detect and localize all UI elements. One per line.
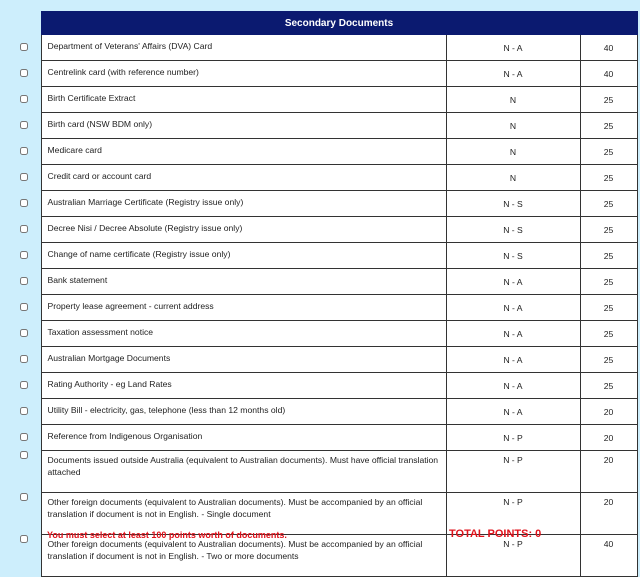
document-points: 25 — [580, 165, 637, 191]
document-category: N - P — [446, 535, 580, 577]
document-name: Australian Mortgage Documents — [41, 347, 446, 373]
document-points: 20 — [580, 493, 637, 535]
document-category: N - A — [446, 269, 580, 295]
document-category: N - P — [446, 425, 580, 451]
table-row — [8, 243, 637, 269]
checkbox-cell — [8, 493, 41, 535]
table-row — [8, 61, 637, 87]
document-name: Reference from Indigenous Organisation — [41, 425, 446, 451]
document-category: N - A — [446, 321, 580, 347]
secondary-documents-table — [8, 11, 638, 577]
table-row — [8, 373, 637, 399]
table-row — [8, 191, 637, 217]
table-row — [8, 165, 637, 191]
document-checkbox[interactable] — [20, 277, 28, 285]
document-checkbox[interactable] — [20, 43, 28, 51]
document-category: N - S — [446, 217, 580, 243]
document-points: 25 — [580, 191, 637, 217]
document-checkbox[interactable] — [20, 121, 28, 129]
document-checkbox[interactable] — [20, 381, 28, 389]
checkbox-cell — [8, 61, 41, 87]
table-row — [8, 451, 637, 493]
document-points: 25 — [580, 217, 637, 243]
document-checkbox[interactable] — [20, 69, 28, 77]
document-name: Credit card or account card — [41, 165, 446, 191]
document-points: 25 — [580, 113, 637, 139]
document-checkbox[interactable] — [20, 451, 28, 459]
checkbox-cell — [8, 425, 41, 451]
table-row — [8, 87, 637, 113]
table-header-row — [8, 12, 637, 35]
document-name: Property lease agreement - current address — [41, 295, 446, 321]
checkbox-cell — [8, 139, 41, 165]
document-points: 40 — [580, 535, 637, 577]
table-row — [8, 35, 637, 61]
document-checkbox[interactable] — [20, 407, 28, 415]
document-checkbox[interactable] — [20, 303, 28, 311]
checkbox-cell — [8, 347, 41, 373]
table-title: Secondary Documents — [41, 12, 637, 35]
checkbox-cell — [8, 295, 41, 321]
document-points: 25 — [580, 295, 637, 321]
total-points: TOTAL POINTS: 0 — [449, 528, 542, 540]
document-category: N - P — [446, 451, 580, 493]
checkbox-cell — [8, 451, 41, 493]
checkbox-cell — [8, 191, 41, 217]
document-name: Medicare card — [41, 139, 446, 165]
table-row — [8, 347, 637, 373]
table-row — [8, 399, 637, 425]
document-category: N — [446, 113, 580, 139]
minimum-points-warning: You must select at least 100 points worth of documents. — [47, 530, 287, 540]
checkbox-cell — [8, 113, 41, 139]
document-category: N - A — [446, 347, 580, 373]
document-points: 20 — [580, 399, 637, 425]
document-category: N - A — [446, 35, 580, 61]
document-checkbox[interactable] — [20, 433, 28, 441]
table-row — [8, 217, 637, 243]
document-checkbox[interactable] — [20, 493, 28, 501]
document-checkbox[interactable] — [20, 225, 28, 233]
document-name: Decree Nisi / Decree Absolute (Registry issue only) — [41, 217, 446, 243]
document-name: Centrelink card (with reference number) — [41, 61, 446, 87]
checkbox-cell — [8, 321, 41, 347]
checkbox-cell — [8, 269, 41, 295]
document-name: Change of name certificate (Registry issue only) — [41, 243, 446, 269]
table-row — [8, 493, 637, 535]
document-name: Other foreign documents (equivalent to Australian documents). Must be accompanied by an official translation if document is not in English. - Two or more documents — [41, 535, 446, 577]
document-points: 25 — [580, 347, 637, 373]
document-checkbox[interactable] — [20, 251, 28, 259]
document-category: N - A — [446, 399, 580, 425]
document-checkbox[interactable] — [20, 173, 28, 181]
document-name: Rating Authority - eg Land Rates — [41, 373, 446, 399]
document-points: 40 — [580, 35, 637, 61]
table-row — [8, 139, 637, 165]
document-name: Bank statement — [41, 269, 446, 295]
document-points: 25 — [580, 87, 637, 113]
document-category: N - P — [446, 493, 580, 535]
document-points: 25 — [580, 321, 637, 347]
table-row — [8, 535, 637, 577]
document-name: Australian Marriage Certificate (Registry issue only) — [41, 191, 446, 217]
document-category: N — [446, 165, 580, 191]
document-checkbox[interactable] — [20, 199, 28, 207]
document-name: Other foreign documents (equivalent to Australian documents). Must be accompanied by an official translation if document is not in English. - Single document — [41, 493, 446, 535]
document-points: 25 — [580, 269, 637, 295]
document-checkbox[interactable] — [20, 355, 28, 363]
document-name: Documents issued outside Australia (equivalent to Australian documents). Must have official translation attached — [41, 451, 446, 493]
document-name: Birth Certificate Extract — [41, 87, 446, 113]
document-checkbox[interactable] — [20, 95, 28, 103]
table-row — [8, 269, 637, 295]
document-points: 25 — [580, 373, 637, 399]
table-row — [8, 321, 637, 347]
document-name: Taxation assessment notice — [41, 321, 446, 347]
document-points: 25 — [580, 243, 637, 269]
document-checkbox[interactable] — [20, 147, 28, 155]
checkbox-cell — [8, 35, 41, 61]
table-row — [8, 295, 637, 321]
checkbox-cell — [8, 217, 41, 243]
checkbox-cell — [8, 243, 41, 269]
table-row — [8, 113, 637, 139]
checkbox-cell — [8, 535, 41, 577]
checkbox-cell — [8, 399, 41, 425]
document-name: Birth card (NSW BDM only) — [41, 113, 446, 139]
document-category: N - S — [446, 191, 580, 217]
document-name: Department of Veterans' Affairs (DVA) Card — [41, 35, 446, 61]
document-checkbox[interactable] — [20, 329, 28, 337]
document-name: Utility Bill - electricity, gas, telephone (less than 12 months old) — [41, 399, 446, 425]
document-category: N - A — [446, 61, 580, 87]
document-points: 20 — [580, 425, 637, 451]
document-category: N - A — [446, 295, 580, 321]
document-category: N - S — [446, 243, 580, 269]
document-category: N — [446, 139, 580, 165]
table-row — [8, 425, 637, 451]
document-points: 25 — [580, 139, 637, 165]
document-points: 40 — [580, 61, 637, 87]
document-category: N - A — [446, 373, 580, 399]
checkbox-cell — [8, 165, 41, 191]
checkbox-cell — [8, 87, 41, 113]
checkbox-cell — [8, 373, 41, 399]
header-spacer — [8, 12, 41, 35]
document-category: N — [446, 87, 580, 113]
document-checkbox[interactable] — [20, 535, 28, 543]
document-points: 20 — [580, 451, 637, 493]
